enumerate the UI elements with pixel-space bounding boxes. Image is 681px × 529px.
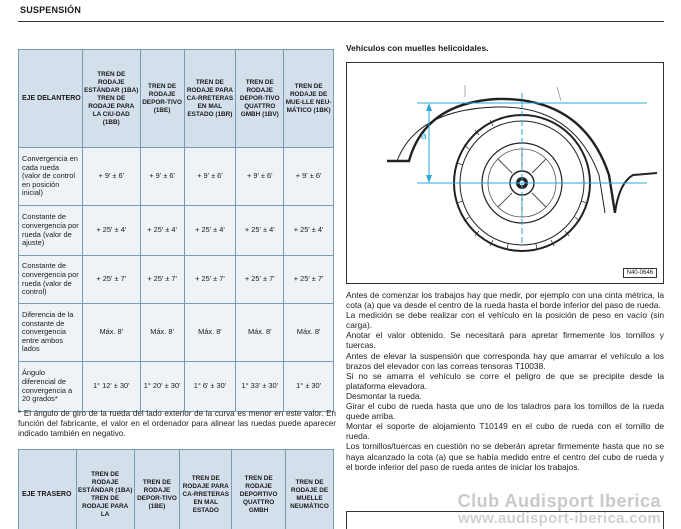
table-cell: Máx. 8' — [284, 304, 334, 362]
table-row — [19, 304, 334, 362]
dimension-a-label: a — [421, 131, 427, 142]
table-row — [19, 256, 334, 304]
watermark-url: www.audisport-iberica.com — [458, 510, 661, 527]
table-cell: 1° 33' ± 30' — [236, 362, 284, 412]
row-label: Diferencia de la constante de convergencia entre ambos lados — [19, 304, 83, 362]
table-cell: + 25' ± 4' — [236, 206, 284, 256]
paragraph: Anotar el valor obtenido. Se necesitará para apretar firmemente los tornillos y tuercas. — [346, 330, 664, 351]
table-cell: + 25' ± 4' — [184, 206, 236, 256]
paragraph: Los tornillos/tuercas en cuestión no se deberán apretar firmemente hasta que no se haya alcanzado la cota (a) que se había medido entre el centro del cubo de rueda y el borde inferior del paso de rueda antes de iniciar los trabajos. — [346, 441, 664, 472]
paragraph: Desmontar la rueda. — [346, 390, 422, 401]
table-cell: 1° 12' ± 30' — [82, 362, 140, 412]
table-cell: + 9' ± 6' — [184, 148, 236, 206]
rear-axle-table — [18, 449, 334, 529]
paragraph: La medición se debe realizar con el vehículo en la posición de peso en vacío (sin carga). — [346, 310, 664, 331]
paragraph: Antes de comenzar los trabajos hay que medir, por ejemplo con una cinta métrica, la cota (a) que va desde el centro de la rueda hasta el borde inferior del paso de rueda. — [346, 290, 664, 311]
table-row — [19, 148, 334, 206]
section-title: SUSPENSIÓN — [20, 5, 82, 15]
table-cell: + 25' ± 7' — [140, 256, 184, 304]
rear-header-axle: EJE TRASERO — [19, 450, 77, 529]
watermark-club: Club Audisport Iberica — [457, 491, 661, 511]
table-cell: Máx. 8' — [184, 304, 236, 362]
wheel-arch-diagram — [347, 63, 663, 283]
rear-header-col-standard: TREN DE RODAJE ESTÁNDAR (1BA) TREN DE RODAJE PARA LA — [76, 450, 134, 529]
table-cell: + 25' ± 4' — [140, 206, 184, 256]
right-heading: Vehículos con muelles helicoidales. — [346, 43, 489, 53]
figure-code: N40-0646 — [623, 268, 657, 278]
table-cell: + 25' ± 7' — [236, 256, 284, 304]
row-label: Constante de convergencia por rueda (valor de ajuste) — [19, 206, 83, 256]
table-cell: Máx. 8' — [236, 304, 284, 362]
wheel-arch-figure — [346, 62, 664, 284]
paragraph: Girar el cubo de rueda hasta que uno de los taladros para los tornillos de la rueda quede arriba. — [346, 401, 664, 422]
front-header-col-rough-road: TREN DE RODAJE PARA CA-RRETERAS EN MAL ESTADO (1BR) — [184, 50, 236, 148]
table-cell: + 25' ± 7' — [82, 256, 140, 304]
table-cell: + 9' ± 6' — [284, 148, 334, 206]
header-rule — [18, 21, 664, 22]
table-cell: + 25' ± 7' — [284, 256, 334, 304]
front-axle-table — [18, 49, 334, 412]
table-cell: + 9' ± 6' — [236, 148, 284, 206]
table-cell: + 9' ± 6' — [140, 148, 184, 206]
front-header-col-standard: TREN DE RODAJE ESTÁNDAR (1BA) TREN DE RODAJE PARA LA CIU-DAD (1BB) — [82, 50, 140, 148]
paragraph: Si no se amarra el vehículo se corre el peligro de que se precipite desde la plataforma elevadora. — [346, 370, 664, 391]
table-cell: 1° ± 30' — [284, 362, 334, 412]
front-header-axle: EJE DELANTERO — [19, 50, 83, 148]
paragraph: Antes de elevar la suspensión que corresponda hay que amarrar el vehículo a los brazos del elevador con las correas tensoras T10038. — [346, 350, 664, 371]
front-header-col-quattro: TREN DE RODAJE DEPOR-TIVO QUATTRO GMBH (1BV) — [236, 50, 284, 148]
table-cell: + 25' ± 7' — [184, 256, 236, 304]
rear-header-col-rough-road: TREN DE RODAJE PARA CA-RRETERAS EN MAL ESTADO — [180, 450, 232, 529]
table-cell: Máx. 8' — [82, 304, 140, 362]
row-label: Constante de convergencia por rueda (valor de control) — [19, 256, 83, 304]
table-cell: 1° 6' ± 30' — [184, 362, 236, 412]
table-cell: + 25' ± 4' — [82, 206, 140, 256]
paragraph: Montar el soporte de alojamiento T10149 en el cubo de rueda con el tornillo de rueda. — [346, 421, 664, 442]
table-cell: Máx. 8' — [140, 304, 184, 362]
rear-header-col-sport: TREN DE RODAJE DEPOR-TIVO (1BE) — [134, 450, 180, 529]
rear-header-col-air-spring: TREN DE RODAJE DE MUELLE NEUMÁTICO — [286, 450, 334, 529]
row-label: Ángulo diferencial de convergencia a 20 grados* — [19, 362, 83, 412]
footnote: * El ángulo de giro de la rueda del lado exterior de la curva es menor en este valor. En función del fabricante, el valor en el ordenador para alinear las ruedas puede aparecer indicado también en negativo. — [18, 409, 336, 439]
front-header-col-air-spring: TREN DE RODAJE DE MUE-LLE NEU-MÁTICO (1BK) — [284, 50, 334, 148]
instructions-text — [346, 290, 664, 472]
rear-table-header-row — [19, 450, 334, 529]
table-cell: + 9' ± 6' — [82, 148, 140, 206]
front-table-header-row — [19, 50, 334, 148]
rear-header-col-quattro: TREN DE RODAJE DEPORTIVO QUATTRO GMBH — [232, 450, 286, 529]
table-row — [19, 206, 334, 256]
table-cell: + 25' ± 4' — [284, 206, 334, 256]
row-label: Convergencia en cada rueda (valor de control en posición inicial) — [19, 148, 83, 206]
table-cell: 1° 20' ± 30' — [140, 362, 184, 412]
front-header-col-sport: TREN DE RODAJE DEPOR-TIVO (1BE) — [140, 50, 184, 148]
table-row — [19, 362, 334, 412]
